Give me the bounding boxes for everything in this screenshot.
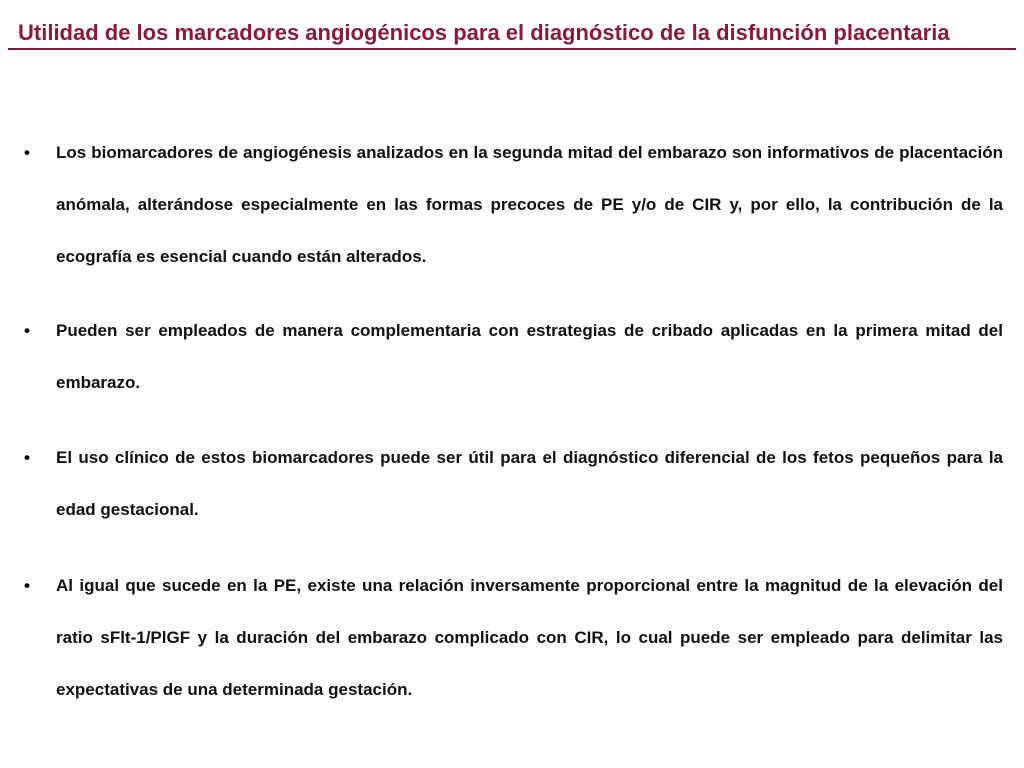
bullet-text: Los biomarcadores de angiogénesis analizados en la segunda mitad del embarazo son informativos de placentación anómala, alterándose especialmente en las formas precoces de PE y/o de CIR y, por ello, la contribución de la ecografía es esencial cuando están alterados. (56, 143, 1003, 266)
bullet-marker: • (24, 448, 30, 467)
bullet-text: El uso clínico de estos biomarcadores puede ser útil para el diagnóstico diferencial de los fetos pequeños para la edad gestacional. (56, 448, 1003, 519)
bullet-text: Pueden ser empleados de manera complementaria con estrategias de cribado aplicadas en la primera mitad del embarazo. (56, 321, 1003, 392)
bullet-item (24, 305, 1003, 409)
slide-title: Utilidad de los marcadores angiogénicos para el diagnóstico de la disfunción placentaria (18, 20, 950, 45)
bullet-item (24, 560, 1003, 716)
bullet-marker: • (24, 143, 30, 162)
bullet-text: Al igual que sucede en la PE, existe una relación inversamente proporcional entre la magnitud de la elevación del ratio sFlt-1/PlGF y la duración del embarazo complicado con CIR, lo cual puede ser empleado para delimitar las expectativas de una determinada gestación. (56, 576, 1003, 699)
bullet-marker: • (24, 576, 30, 595)
bullet-item (24, 127, 1003, 283)
bullet-marker: • (24, 321, 30, 340)
bullet-item (24, 432, 1003, 536)
